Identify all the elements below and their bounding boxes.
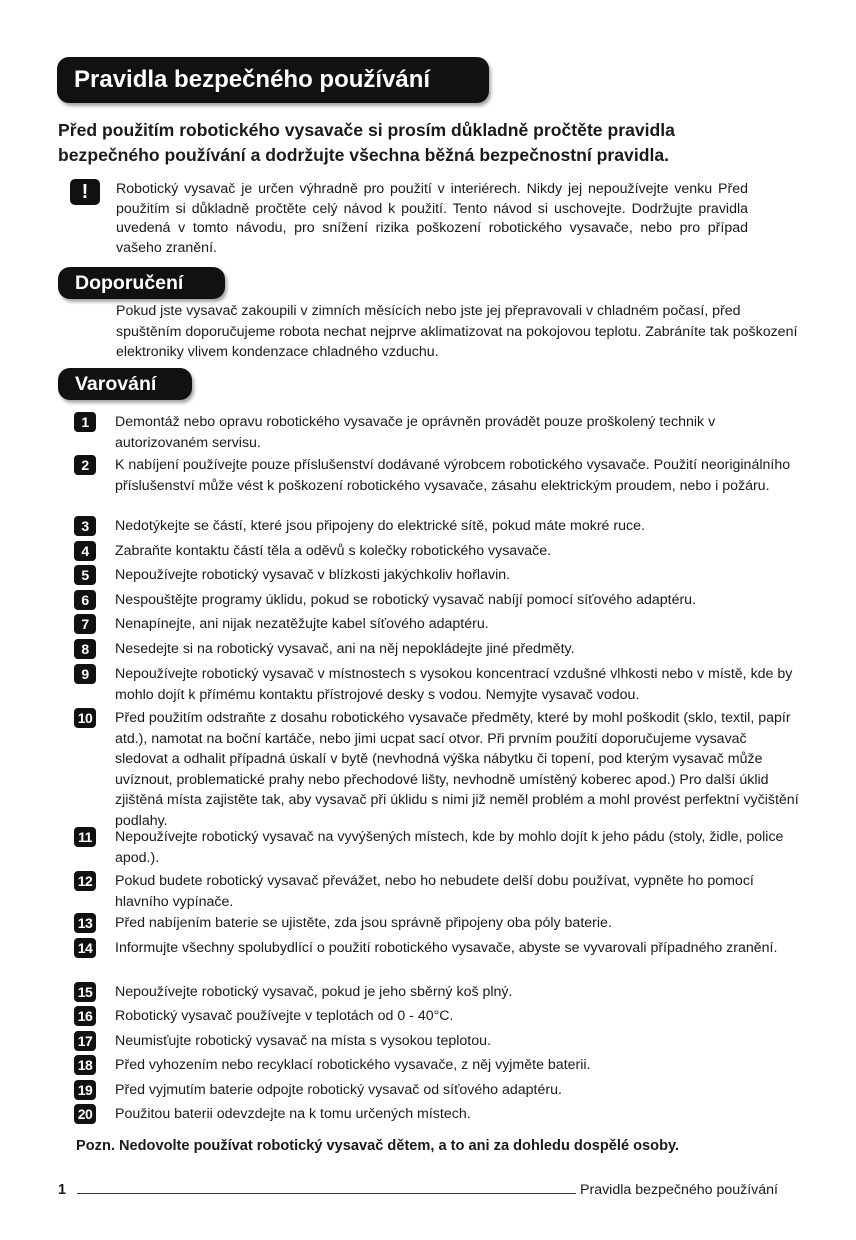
rule-number-badge: 7 [74,614,96,634]
rule-number-badge: 20 [74,1104,96,1124]
recommendation-heading: Doporučení [58,267,225,299]
rule-text: K nabíjení používejte pouze příslušenství dodávané výrobcem robotického vysavače. Použití neoriginálního příslušenství může vést k poškození robotického vysavače, zásahu elektrickým proudem, nebo i požáru. [115,457,791,494]
rule-text: Robotický vysavač používejte v teplotách od 0 - 40°C. [115,1008,454,1024]
rule-text: Pokud budete robotický vysavač převážet, nebo ho nebudete delší dobu používat, vypněte ho pomocí hlavního vypínače. [115,873,754,910]
exclamation-icon: ! [70,179,100,205]
rule-text: Před použitím odstraňte z dosahu robotického vysavače předměty, které by mohl poškodit (sklo, textil, papír atd.), namotat na boční kartáče, nebo jimi ucpat sací otvor. Při prvním použití doporučujeme vysavač sledovat a odhalit případná úskalí v bytě (nevhodná výška nábytku či topení, pod kterým vysavač může uvíznout, problematické prahy nebo přechodové lišty, nevhodně umístěný koberec apod.) Pro další úklid zjištěná místa zajistěte tak, aby vysavač při úklidu s nimi již neměl problém a mohl provést perfektní vyčištění podlahy. [115,710,799,829]
rule-number-badge: 5 [74,565,96,585]
rule-text: Nedotýkejte se částí, které jsou připojeny do elektrické sítě, pokud máte mokré ruce. [115,518,645,534]
rule-number-badge: 9 [74,664,96,684]
rule-number-badge: 6 [74,590,96,610]
rule-text: Nespouštějte programy úklidu, pokud se robotický vysavač nabíjí pomocí síťového adaptéru. [115,592,697,608]
rule-text: Použitou baterii odevzdejte na k tomu určených místech. [115,1106,471,1122]
warnings-heading: Varování [58,368,192,400]
rule-text: Zabraňte kontaktu částí těla a oděvů s kolečky robotického vysavače. [115,543,552,559]
rule-number-badge: 14 [74,938,96,958]
rule-text: Nepoužívejte robotický vysavač v místnostech s vysokou koncentrací vzdušné vlhkosti nebo v místě, kde by mohlo dojít k přímému kontaktu přístrojové desky s vodou. Nemyjte vysavač vodou. [115,666,793,703]
rule-number-badge: 11 [74,827,96,847]
rule-number-badge: 18 [74,1055,96,1075]
rule-number-badge: 12 [74,871,96,891]
rule-text: Nenapínejte, ani nijak nezatěžujte kabel síťového adaptéru. [115,616,489,632]
rule-text: Před nabíjením baterie se ujistěte, zda jsou správně připojeny oba póly baterie. [115,915,612,931]
rule-number-badge: 3 [74,516,96,536]
rule-number-badge: 2 [74,455,96,475]
rule-text: Nesedejte si na robotický vysavač, ani na něj nepokládejte jiné předměty. [115,641,575,657]
rule-text: Informujte všechny spolubydlící o použití robotického vysavače, abyste se vyvarovali případného zranění. [115,940,778,956]
page-number: 1 [58,1182,67,1198]
note-text: Pozn. Nedovolte používat robotický vysavač dětem, a to ani za dohledu dospělé osoby. [76,1138,680,1154]
page-title: Pravidla bezpečného používání [57,57,489,103]
footer-divider [77,1193,576,1194]
rule-number-badge: 10 [74,708,96,728]
rule-text: Před vyhozením nebo recyklací robotického vysavače, z něj vyjměte baterii. [115,1057,591,1073]
rule-number-badge: 19 [74,1080,96,1100]
rule-text: Nepoužívejte robotický vysavač v blízkosti jakýchkoliv hořlavin. [115,567,511,583]
rule-number-badge: 17 [74,1031,96,1051]
rule-number-badge: 13 [74,913,96,933]
warning-text: Robotický vysavač je určen výhradně pro použití v interiérech. Nikdy jej nepoužívejte venku Před použitím si důkladně pročtěte celý návod k použití. Tento návod si uschovejte. Dodržujte pravidla uvedená v tomto návodu, pro snížení rizika poškození robotického vysavače, nebo pro případ vašeho zranění. [116,181,748,256]
rule-number-badge: 4 [74,541,96,561]
rule-text: Nepoužívejte robotický vysavač, pokud je jeho sběrný koš plný. [115,984,513,1000]
rule-number-badge: 8 [74,639,96,659]
rule-number-badge: 1 [74,412,96,432]
rule-text: Neumisťujte robotický vysavač na místa s vysokou teplotou. [115,1033,491,1049]
footer-section-title: Pravidla bezpečného používání [580,1182,778,1198]
rule-number-badge: 16 [74,1006,96,1026]
rule-text: Nepoužívejte robotický vysavač na vyvýšených místech, kde by mohlo dojít k jeho pádu (stoly, židle, police apod.). [115,829,784,866]
intro-text: Před použitím robotického vysavače si prosím důkladně pročtěte pravidla bezpečného používání a dodržujte všechna běžná bezpečnostní pravidla. [58,120,675,165]
recommendation-text: Pokud jste vysavač zakoupili v zimních měsících nebo jste jej přepravovali v chladném počasí, před spuštěním doporučujeme robota nechat nejprve aklimatizovat na pokojovou teplotu. Zabráníte tak poškození elektroniky vlivem kondenzace chladného vzduchu. [116,303,798,360]
rule-text: Demontáž nebo opravu robotického vysavače je oprávněn provádět pouze proškolený technik v autorizovaném servisu. [115,414,716,451]
rule-text: Před vyjmutím baterie odpojte robotický vysavač od síťového adaptéru. [115,1082,562,1098]
rule-number-badge: 15 [74,982,96,1002]
